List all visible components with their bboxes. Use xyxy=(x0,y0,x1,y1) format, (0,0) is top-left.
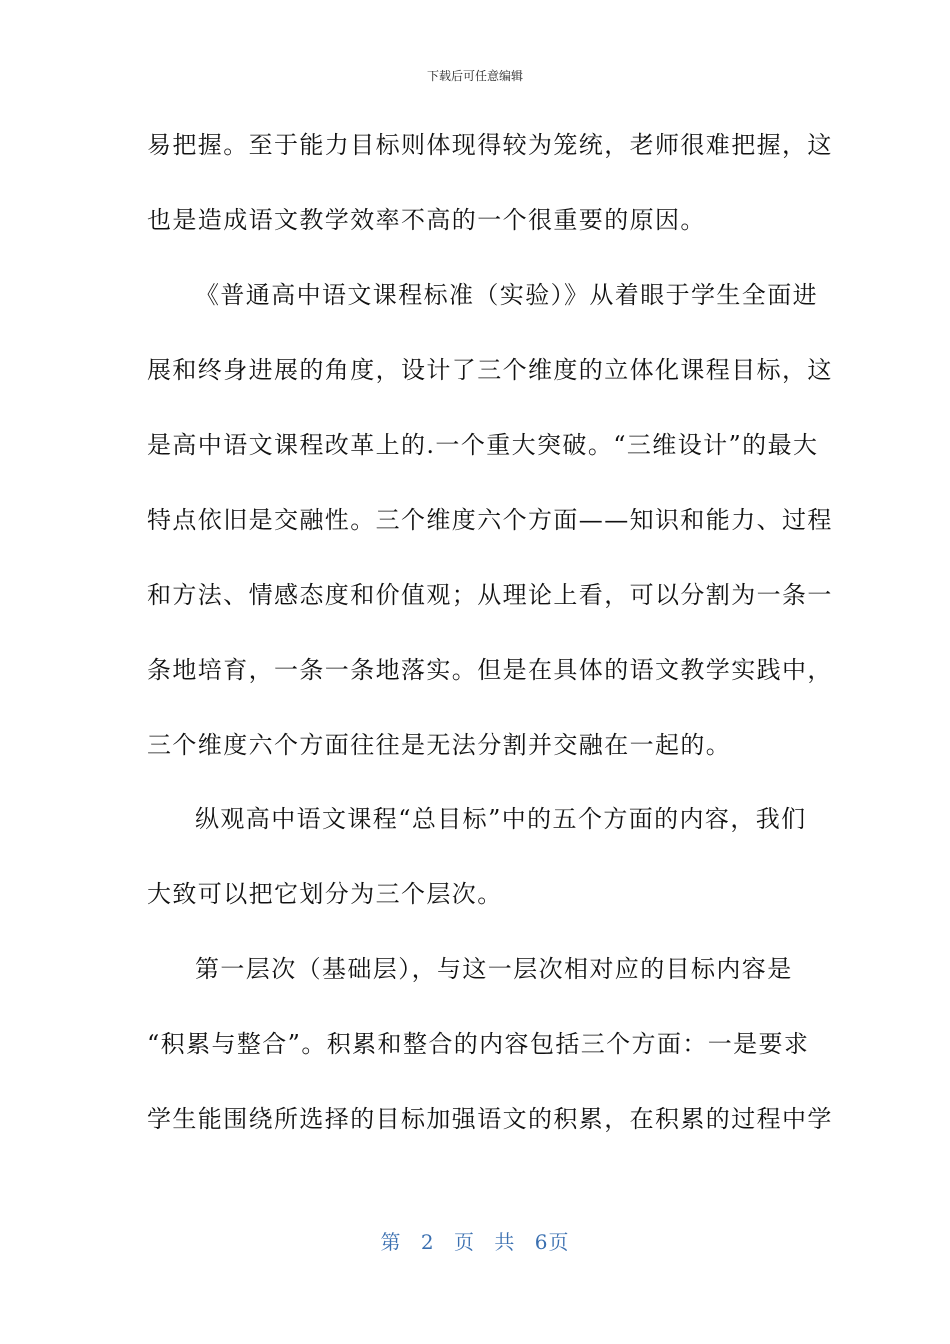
text-line: 是高中语文课程改革上的.一个重大突破。“三维设计”的最大 xyxy=(147,431,819,459)
paragraph-start-line: 《普通高中语文课程标准（实验）》从着眼于学生全面进 xyxy=(195,281,818,309)
paragraph-start-line: 纵观高中语文课程“总目标”中的五个方面的内容，我们 xyxy=(195,805,807,833)
text-line: 展和终身进展的角度，设计了三个维度的立体化课程目标，这 xyxy=(147,356,833,384)
current-page-number: 2 xyxy=(420,1230,435,1254)
text-line: 也是造成语文教学效率不高的一个很重要的原因。 xyxy=(147,206,706,234)
page-number-footer xyxy=(0,1226,950,1255)
text-line: 三个维度六个方面往往是无法分割并交融在一起的。 xyxy=(147,731,732,759)
text-line: “积累与整合”。积累和整合的内容包括三个方面：一是要求 xyxy=(147,1030,810,1058)
text-line: 学生能围绕所选择的目标加强语文的积累，在积累的过程中学 xyxy=(147,1105,833,1133)
total-prefix: 共 xyxy=(494,1230,516,1254)
text-line: 和方法、情感态度和价值观；从理论上看，可以分割为一条一 xyxy=(147,581,833,609)
header-note: 下载后可任意编辑 xyxy=(426,69,523,83)
paragraph-start-line: 第一层次（基础层），与这一层次相对应的目标内容是 xyxy=(195,955,793,983)
total-pages: 6页 xyxy=(534,1230,570,1254)
text-line: 特点依旧是交融性。三个维度六个方面——知识和能力、过程 xyxy=(147,506,833,534)
page-word: 页 xyxy=(454,1230,475,1254)
text-line: 易把握。至于能力目标则体现得较为笼统，老师很难把握，这 xyxy=(147,131,833,159)
text-line: 条地培育，一条一条地落实。但是在具体的语文教学实践中， xyxy=(147,656,833,684)
text-line: 大致可以把它划分为三个层次。 xyxy=(147,880,503,908)
page-prefix: 第 xyxy=(380,1230,402,1254)
